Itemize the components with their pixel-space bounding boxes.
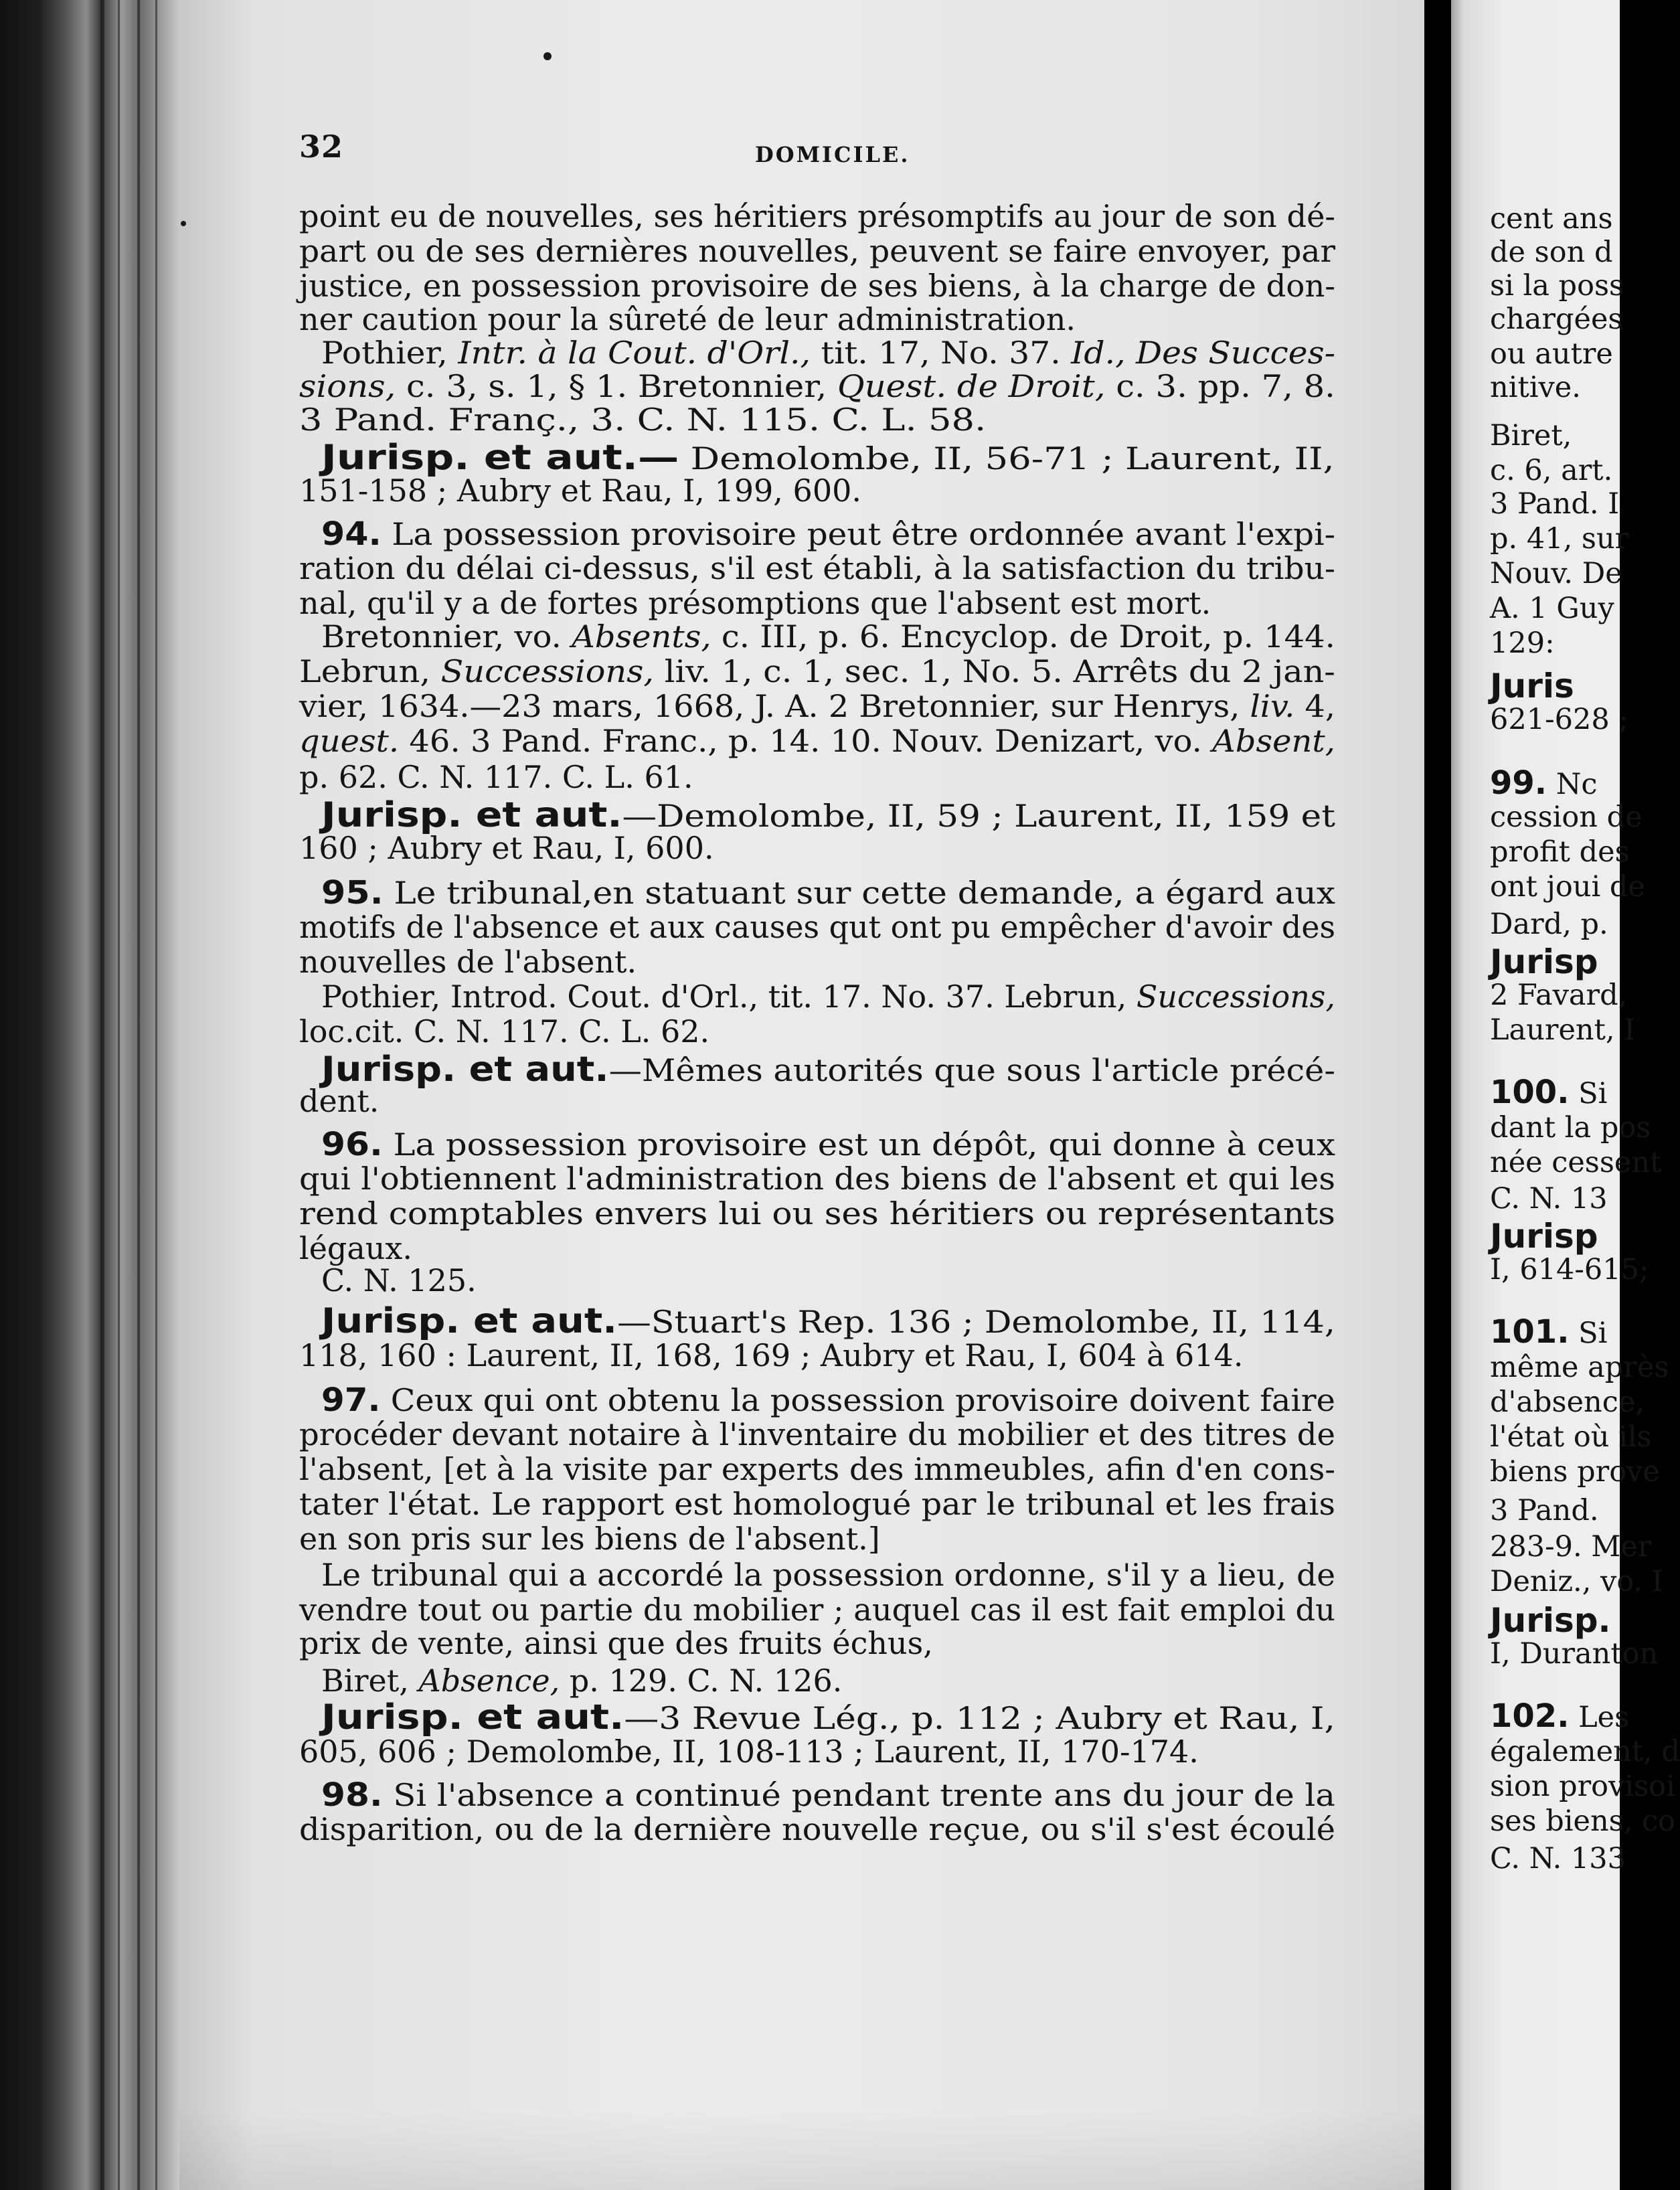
text-line [299,653,1335,689]
right-text-line [1490,487,1620,521]
text-run: ner caution pour la sûreté de leur administration. [299,301,1076,337]
jurisprudence-label: Jurisp [1490,1217,1598,1256]
text-run: liv. 1, c. 1, sec. 1, No. 5. Arrêts du 2 jan- [654,653,1335,689]
text-run: 283-9. Mer [1490,1530,1652,1564]
right-text-line [1490,373,1581,402]
right-text-line [1490,910,1608,939]
text-run: chargées [1490,303,1623,336]
text-run: Demolombe, II, 56-71 ; Laurent, II, [679,440,1335,477]
text-run: quest. [299,723,400,759]
right-text-line [1490,456,1612,485]
jurisprudence-label: Jurisp. et aut. [321,1301,618,1341]
jurisprudence-line [321,1049,1335,1090]
text-run: C. N. 13 [1490,1182,1608,1215]
jurisprudence-line [321,438,1335,478]
text-run: Les [1569,1701,1630,1734]
text-run: 4, [1294,688,1335,724]
text-run: 3 Pand. [1490,1494,1599,1527]
text-line [299,550,1335,586]
article-line [321,1776,1335,1814]
text-run: 605, 606 ; Demolombe, II, 108-113 ; Laurent, II, 170-174. [299,1734,1199,1770]
text-run: c. 3. pp. 7, 8. [1105,368,1335,404]
text-run: rend comptables envers lui ou ses héritiers ou représentants [299,1195,1335,1232]
text-line [321,618,1335,655]
right-text-line [1490,1601,1611,1640]
jurisprudence-label: Jurisp. et aut. [321,795,622,835]
text-line [299,301,1076,337]
jurisprudence-line [321,795,1335,835]
text-run: sions, [299,368,396,404]
text-run: Pothier, [321,335,458,371]
text-line [299,233,1336,269]
spine-gap [1424,0,1451,2190]
right-text-line [1490,870,1645,904]
text-run: I, Duranton [1490,1637,1659,1671]
text-run: même après [1490,1351,1669,1384]
text-run: A. 1 Guy [1490,592,1614,625]
text-run: Le tribunal qui a accordé la possession ordonne, s'il y a lieu, de [321,1557,1336,1593]
article-number: 99. [1490,764,1547,802]
right-text-line [1490,557,1622,590]
right-text-line [1490,1637,1659,1671]
right-text-line [1490,1735,1680,1768]
jurisprudence-line [321,1301,1336,1341]
right-text-line [1490,626,1555,660]
article-number: 95. [321,874,384,912]
text-run: l'état où ils [1490,1420,1652,1454]
jurisprudence-label: Jurisp. et aut. [321,1049,609,1090]
text-run: Deniz., vo. I [1490,1565,1663,1598]
text-line [299,1811,1335,1847]
text-run: nouvelles de l'absent. [299,944,637,980]
right-text-line [1490,1494,1599,1527]
text-run: C. N. 125. [321,1262,477,1298]
text-line [299,1083,380,1119]
text-run: 160 ; Aubry et Rau, I, 600. [299,830,714,866]
text-line [299,1230,412,1266]
text-run: l'absent, [et à la visite par experts des immeubles, afin d'en cons- [299,1451,1336,1487]
right-text-line [1490,1146,1662,1179]
text-run: tit. 17, No. 37. [811,335,1072,371]
right-text-line [1490,803,1643,832]
text-line [299,1013,710,1049]
text-run: part ou de ses dernières nouvelles, peuvent se faire envoyer, par [299,233,1336,269]
text-run: c. 3, s. 1, § 1. Bretonnier, [396,368,838,404]
text-run: vendre tout ou partie du mobilier ; auquel cas il est fait emploi du [299,1592,1335,1628]
right-text-line [1490,1182,1608,1215]
text-run: profit des [1490,835,1630,869]
text-run: dent. [299,1083,380,1119]
article-number: 97. [321,1381,381,1419]
text-run: prix de vente, ainsi que des fruits échus, [299,1625,933,1661]
text-run: vier, 1634.—23 mars, 1668, J. A. 2 Bretonnier, sur Henrys, [299,688,1250,724]
text-run: point eu de nouvelles, ses héritiers présomptifs au jour de son dé- [299,198,1336,234]
text-run: cession de [1490,801,1643,834]
right-text-line [1490,419,1572,452]
text-run: tater l'état. Le rapport est homologué par le tribunal et les frais [299,1486,1336,1522]
article-line [321,1128,1335,1161]
text-run: née cessent [1490,1146,1662,1179]
text-run: —3 Revue Lég., p. 112 ; Aubry et Rau, I, [624,1700,1335,1736]
text-run: Ceux qui ont obtenu la possession provisoire doivent faire [380,1382,1335,1418]
right-text-line [1490,764,1598,802]
text-run: 3 Pand. I [1490,487,1620,521]
text-run: également, d [1490,1735,1680,1768]
text-run: procéder devant notaire à l'inventaire du mobilier et des titres de [299,1416,1335,1452]
right-text-line [1490,1697,1630,1735]
article-number: 96. [321,1126,383,1163]
text-run: —Stuart's Rep. 136 ; Demolombe, II, 114, [617,1304,1336,1340]
right-text-line [1490,981,1627,1010]
text-run: C. N. 133 [1490,1842,1626,1875]
text-run: La possession provisoire peut être ordonnée avant l'expi- [381,516,1336,552]
right-text-line [1490,835,1630,869]
text-run: I, 614-615; [1490,1253,1649,1286]
right-text-line [1490,705,1628,734]
text-run: p. 62. C. N. 117. C. L. 61. [299,759,693,795]
right-text-line [1490,238,1613,267]
text-run: Bretonnier, vo. [321,618,572,655]
text-run: ont joui de [1490,870,1645,904]
text-run: Nouv. De [1490,557,1622,590]
text-line [299,944,637,980]
right-text-line [1490,1353,1669,1382]
right-text-line [1490,1111,1651,1145]
right-text-line [1490,669,1574,703]
text-run: Intr. à la Cout. d'Orl., [458,335,811,371]
text-run: p. 129. C. N. 126. [560,1663,843,1699]
text-line [321,1557,1336,1593]
text-run: Successions, [1136,979,1336,1015]
text-run: biens prove [1490,1455,1660,1489]
text-run: de son d [1490,236,1613,269]
text-run: nitive. [1490,371,1581,404]
text-run: liv. [1250,688,1295,724]
article-number: 94. [321,515,382,553]
text-line [299,723,1335,759]
text-line [299,585,1211,621]
text-run: motifs de l'absence et aux causes qut ont pu empêcher d'avoir des [299,909,1336,945]
text-run: loc.cit. C. N. 117. C. L. 62. [299,1013,710,1049]
right-text-line [1490,1217,1598,1256]
text-run: disparition, ou de la dernière nouvelle reçue, ou s'il s'est écoulé [299,1811,1335,1847]
right-text-line [1490,1842,1626,1875]
jurisprudence-label: Jurisp. et aut. [321,1697,624,1738]
jurisprudence-label: Juris [1490,667,1574,705]
text-run: p. 41, sur [1490,522,1629,556]
text-run: 151-158 ; Aubry et Rau, I, 199, 600. [299,473,861,509]
text-line [299,198,1336,234]
text-run: si la poss [1490,269,1624,303]
right-text-line [1490,1385,1645,1419]
right-text-line [1490,942,1598,981]
text-run: Laurent, I [1490,1013,1636,1047]
text-line [299,1337,1244,1373]
running-title: DOMICILE. [755,142,910,167]
text-run: Nc [1547,768,1598,801]
text-run: Absent, [1212,723,1335,759]
text-run: nal, qu'il y a de fortes présomptions que l'absent est mort. [299,585,1211,621]
article-line [321,515,1336,553]
text-line [299,368,1335,404]
text-run: Biret, [1490,419,1572,452]
jurisprudence-label: Jurisp. et aut.— [321,438,679,478]
text-run: qui l'obtiennent l'administration des biens de l'absent et qui les [299,1161,1335,1197]
text-line [321,979,1336,1015]
text-run: Si [1569,1077,1608,1110]
text-run: Dard, p. [1490,908,1608,941]
right-text-line [1490,1530,1652,1564]
article-line [321,1381,1335,1419]
text-run: 621-628 ; [1490,703,1628,736]
text-run: c. III, p. 6. Encyclop. de Droit, p. 144. [711,618,1335,655]
jurisprudence-label: Jurisp [1490,942,1598,981]
text-run: Quest. de Droit, [837,368,1106,404]
jurisprudence-label: Jurisp. [1490,1601,1611,1640]
article-number: 101. [1490,1313,1570,1351]
text-run: Lebrun, [299,653,441,689]
text-line [299,1592,1335,1628]
text-run: ration du délai ci-dessus, s'il est établi, à la satisfaction du tribu- [299,550,1335,586]
text-run: légaux. [299,1230,412,1266]
text-run: —Mêmes autorités que sous l'article précé- [608,1052,1335,1088]
article-number: 100. [1490,1074,1570,1111]
right-text-line [1490,305,1622,334]
text-run: 46. 3 Pand. Franc., p. 14. 10. Nouv. Denizart, vo. [399,723,1213,759]
text-run: —Demolombe, II, 59 ; Laurent, II, 159 et [622,798,1335,834]
text-run: Si [1569,1317,1608,1350]
text-run: cent ans [1490,202,1613,236]
right-text-line [1490,1455,1660,1489]
text-run: Absents, [572,618,711,655]
text-run: 3 Pand. Franç., 3. C. N. 115. C. L. 58. [299,402,987,438]
page-number: 32 [299,129,344,165]
right-text-line [1490,1420,1652,1454]
text-run: La possession provisoire est un dépôt, qui donne à ceux [382,1126,1336,1163]
text-run: Pothier, Introd. Cout. d'Orl., tit. 17. No. 37. Lebrun, [321,979,1137,1015]
text-run: Si l'absence a continué pendant trente ans du jour de la [382,1777,1335,1813]
text-line [299,268,1336,304]
right-text-line [1490,522,1629,556]
text-line [299,473,861,509]
article-line [321,874,1335,912]
text-run: Absence, [418,1663,560,1699]
text-run: Id., Des Succes- [1071,335,1336,371]
text-run: dant la pos [1490,1111,1651,1145]
text-line [299,1625,933,1661]
text-line [321,1663,843,1699]
text-run: en son pris sur les biens de l'absent.] [299,1521,880,1557]
right-text-line [1490,337,1613,371]
text-line [299,1195,1335,1232]
text-run: justice, en possession provisoire de ses biens, à la charge de don- [299,268,1336,304]
text-run: 2 Favard, [1490,979,1628,1012]
text-run: 118, 160 : Laurent, II, 168, 169 ; Aubry et Rau, I, 604 à 614. [299,1337,1244,1373]
right-text-line [1490,1772,1675,1801]
text-line [299,830,714,866]
article-number: 102. [1490,1697,1570,1735]
text-line [299,1734,1199,1770]
text-line [299,1161,1335,1197]
text-run: ou autre [1490,337,1613,371]
text-run: Biret, [321,1663,419,1699]
right-text-line [1490,202,1613,236]
text-run: 129: [1490,626,1555,660]
jurisprudence-line [321,1697,1335,1738]
right-page [1451,0,1680,2190]
text-run: d'absence, [1490,1385,1645,1419]
text-run: c. 6, art. [1490,454,1613,487]
text-line [299,688,1335,724]
text-line [299,402,987,438]
article-number: 98. [321,1776,383,1814]
text-line [321,1262,477,1298]
text-line [321,335,1336,371]
right-text-line [1490,1013,1636,1047]
text-line [299,909,1336,945]
text-run: Successions, [440,653,655,689]
right-text-line [1490,269,1624,303]
text-line [299,1486,1336,1522]
text-line [299,1416,1335,1452]
text-run: Le tribunal,en statuant sur cette demande, a égard aux [383,875,1335,911]
text-run: sion provisoi [1490,1770,1675,1803]
text-line [299,1451,1336,1487]
right-text-line [1490,1313,1608,1351]
right-text-line [1490,1074,1608,1111]
right-text-line [1490,1253,1649,1286]
text-line [299,759,693,795]
text-run: ses biens, co [1490,1804,1676,1838]
text-line [299,1521,880,1557]
right-text-line [1490,1565,1663,1598]
right-text-line [1490,1804,1676,1838]
right-text-line [1490,594,1614,623]
